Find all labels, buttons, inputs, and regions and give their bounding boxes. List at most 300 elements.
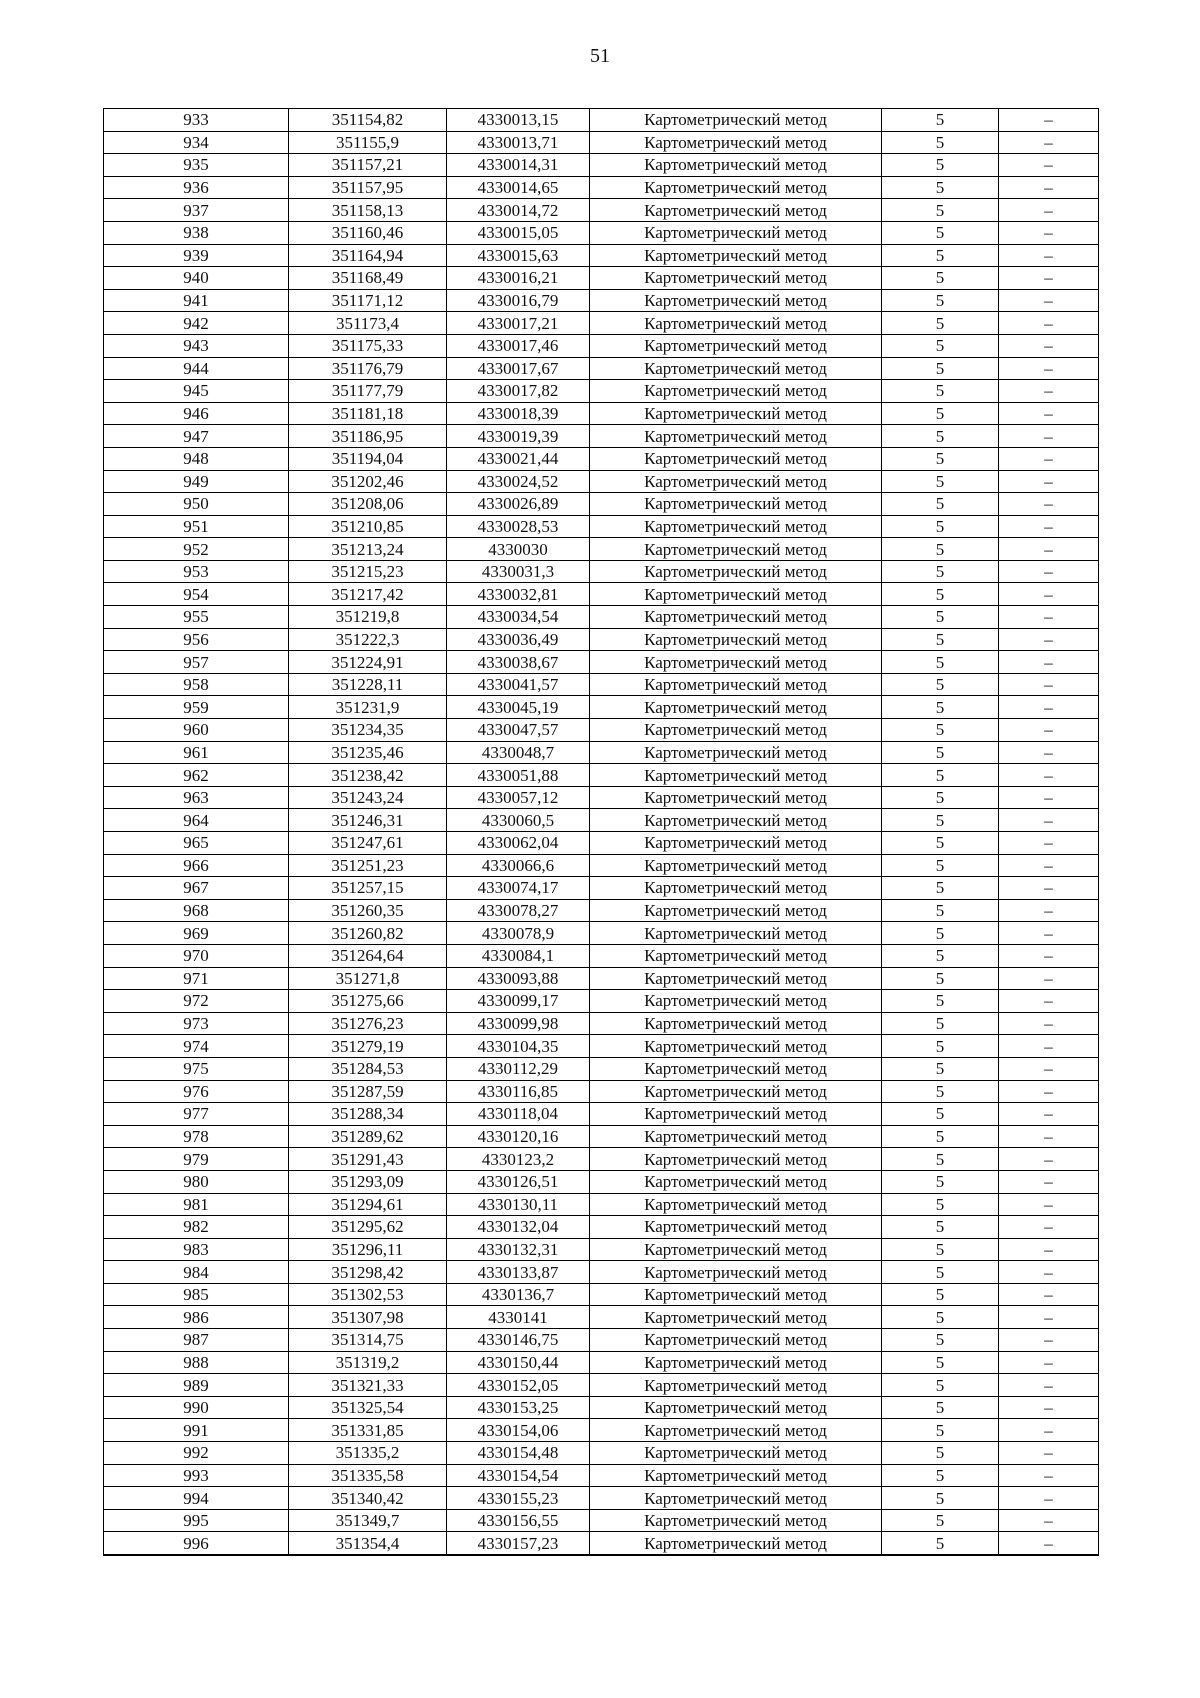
method-cell: Картометрический метод [590,493,882,516]
y-coordinate-cell: 4330123,2 [447,1148,590,1171]
method-cell: Картометрический метод [590,583,882,606]
table-row [104,1351,1099,1374]
method-cell: Картометрический метод [590,1216,882,1239]
page-number: 51 [590,45,610,67]
point-number-cell: 952 [104,538,289,561]
x-coordinate-cell: 351173,4 [289,312,447,335]
description-cell: – [999,1464,1099,1487]
table-row [104,1442,1099,1465]
method-cell: Картометрический метод [590,1351,882,1374]
x-coordinate-cell: 351228,11 [289,673,447,696]
point-number-cell: 960 [104,719,289,742]
method-cell: Картометрический метод [590,244,882,267]
point-number-cell: 974 [104,1035,289,1058]
description-cell: – [999,1193,1099,1216]
table-row [104,899,1099,922]
x-coordinate-cell: 351295,62 [289,1216,447,1239]
point-number-cell: 973 [104,1012,289,1035]
y-coordinate-cell: 4330078,9 [447,922,590,945]
description-cell: – [999,1216,1099,1239]
description-cell: – [999,357,1099,380]
point-number-cell: 963 [104,786,289,809]
description-cell: – [999,786,1099,809]
table-row [104,289,1099,312]
method-cell: Картометрический метод [590,944,882,967]
description-cell: – [999,832,1099,855]
method-cell: Картометрический метод [590,334,882,357]
method-cell: Картометрический метод [590,402,882,425]
accuracy-cell: 5 [882,131,999,154]
method-cell: Картометрический метод [590,990,882,1013]
y-coordinate-cell: 4330066,6 [447,854,590,877]
accuracy-cell: 5 [882,583,999,606]
method-cell: Картометрический метод [590,967,882,990]
method-cell: Картометрический метод [590,719,882,742]
method-cell: Картометрический метод [590,267,882,290]
description-cell: – [999,538,1099,561]
description-cell: – [999,402,1099,425]
description-cell: – [999,1329,1099,1352]
accuracy-cell: 5 [882,470,999,493]
table-row [104,312,1099,335]
point-number-cell: 946 [104,402,289,425]
point-number-cell: 935 [104,154,289,177]
table-row [104,244,1099,267]
method-cell: Картометрический метод [590,154,882,177]
description-cell: – [999,1351,1099,1374]
table-row [104,628,1099,651]
accuracy-cell: 5 [882,199,999,222]
x-coordinate-cell: 351215,23 [289,560,447,583]
y-coordinate-cell: 4330034,54 [447,606,590,629]
accuracy-cell: 5 [882,673,999,696]
accuracy-cell: 5 [882,1125,999,1148]
x-coordinate-cell: 351288,34 [289,1103,447,1126]
y-coordinate-cell: 4330014,72 [447,199,590,222]
x-coordinate-cell: 351157,21 [289,154,447,177]
accuracy-cell: 5 [882,606,999,629]
description-cell: – [999,944,1099,967]
method-cell: Картометрический метод [590,786,882,809]
x-coordinate-cell: 351222,3 [289,628,447,651]
point-number-cell: 981 [104,1193,289,1216]
accuracy-cell: 5 [882,809,999,832]
accuracy-cell: 5 [882,1396,999,1419]
y-coordinate-cell: 4330130,11 [447,1193,590,1216]
description-cell: – [999,244,1099,267]
method-cell: Картометрический метод [590,1148,882,1171]
point-number-cell: 967 [104,877,289,900]
x-coordinate-cell: 351217,42 [289,583,447,606]
table-row [104,673,1099,696]
description-cell: – [999,1057,1099,1080]
accuracy-cell: 5 [882,380,999,403]
table-row [104,606,1099,629]
method-cell: Картометрический метод [590,470,882,493]
method-cell: Картометрический метод [590,1193,882,1216]
point-number-cell: 978 [104,1125,289,1148]
accuracy-cell: 5 [882,741,999,764]
point-number-cell: 954 [104,583,289,606]
description-cell: – [999,1442,1099,1465]
method-cell: Картометрический метод [590,199,882,222]
x-coordinate-cell: 351175,33 [289,334,447,357]
point-number-cell: 936 [104,176,289,199]
y-coordinate-cell: 4330019,39 [447,425,590,448]
table-row [104,1329,1099,1352]
point-number-cell: 933 [104,109,289,132]
point-number-cell: 989 [104,1374,289,1397]
accuracy-cell: 5 [882,1216,999,1239]
description-cell: – [999,1532,1099,1555]
x-coordinate-cell: 351314,75 [289,1329,447,1352]
description-cell: – [999,1509,1099,1532]
table-row [104,696,1099,719]
accuracy-cell: 5 [882,1351,999,1374]
table-row [104,380,1099,403]
description-cell: – [999,289,1099,312]
point-number-cell: 966 [104,854,289,877]
table-row [104,447,1099,470]
x-coordinate-cell: 351325,54 [289,1396,447,1419]
x-coordinate-cell: 351186,95 [289,425,447,448]
accuracy-cell: 5 [882,357,999,380]
accuracy-cell: 5 [882,154,999,177]
x-coordinate-cell: 351238,42 [289,764,447,787]
point-number-cell: 938 [104,221,289,244]
table-row [104,515,1099,538]
y-coordinate-cell: 4330126,51 [447,1170,590,1193]
table-row [104,786,1099,809]
accuracy-cell: 5 [882,1261,999,1284]
table-row [104,1509,1099,1532]
x-coordinate-cell: 351251,23 [289,854,447,877]
method-cell: Картометрический метод [590,176,882,199]
accuracy-cell: 5 [882,1419,999,1442]
accuracy-cell: 5 [882,267,999,290]
table-row [104,560,1099,583]
point-number-cell: 961 [104,741,289,764]
y-coordinate-cell: 4330014,65 [447,176,590,199]
accuracy-cell: 5 [882,289,999,312]
y-coordinate-cell: 4330036,49 [447,628,590,651]
table-row [104,1374,1099,1397]
y-coordinate-cell: 4330031,3 [447,560,590,583]
point-number-cell: 992 [104,1442,289,1465]
description-cell: – [999,1080,1099,1103]
accuracy-cell: 5 [882,493,999,516]
x-coordinate-cell: 351171,12 [289,289,447,312]
table-row [104,967,1099,990]
table-row [104,1103,1099,1126]
accuracy-cell: 5 [882,1012,999,1035]
x-coordinate-cell: 351243,24 [289,786,447,809]
description-cell: – [999,560,1099,583]
accuracy-cell: 5 [882,1487,999,1510]
table-row [104,1125,1099,1148]
x-coordinate-cell: 351164,94 [289,244,447,267]
method-cell: Картометрический метод [590,696,882,719]
point-number-cell: 957 [104,651,289,674]
x-coordinate-cell: 351213,24 [289,538,447,561]
x-coordinate-cell: 351158,13 [289,199,447,222]
accuracy-cell: 5 [882,944,999,967]
description-cell: – [999,809,1099,832]
point-number-cell: 962 [104,764,289,787]
y-coordinate-cell: 4330150,44 [447,1351,590,1374]
description-cell: – [999,131,1099,154]
table-row [104,357,1099,380]
table-row [104,1216,1099,1239]
x-coordinate-cell: 351289,62 [289,1125,447,1148]
table-row [104,538,1099,561]
accuracy-cell: 5 [882,447,999,470]
point-number-cell: 996 [104,1532,289,1555]
description-cell: – [999,1419,1099,1442]
table-row [104,1057,1099,1080]
point-number-cell: 956 [104,628,289,651]
method-cell: Картометрический метод [590,1125,882,1148]
y-coordinate-cell: 4330146,75 [447,1329,590,1352]
x-coordinate-cell: 351331,85 [289,1419,447,1442]
x-coordinate-cell: 351157,95 [289,176,447,199]
accuracy-cell: 5 [882,538,999,561]
point-number-cell: 964 [104,809,289,832]
y-coordinate-cell: 4330032,81 [447,583,590,606]
point-number-cell: 991 [104,1419,289,1442]
method-cell: Картометрический метод [590,1057,882,1080]
accuracy-cell: 5 [882,990,999,1013]
method-cell: Картометрический метод [590,131,882,154]
method-cell: Картометрический метод [590,741,882,764]
x-coordinate-cell: 351294,61 [289,1193,447,1216]
method-cell: Картометрический метод [590,673,882,696]
description-cell: – [999,334,1099,357]
table-row [104,425,1099,448]
description-cell: – [999,628,1099,651]
accuracy-cell: 5 [882,877,999,900]
x-coordinate-cell: 351319,2 [289,1351,447,1374]
description-cell: – [999,877,1099,900]
method-cell: Картометрический метод [590,1419,882,1442]
point-number-cell: 980 [104,1170,289,1193]
table-row [104,877,1099,900]
x-coordinate-cell: 351275,66 [289,990,447,1013]
description-cell: – [999,1374,1099,1397]
point-number-cell: 986 [104,1306,289,1329]
table-row [104,651,1099,674]
table-row [104,990,1099,1013]
table-row [104,1532,1099,1555]
point-number-cell: 958 [104,673,289,696]
description-cell: – [999,154,1099,177]
x-coordinate-cell: 351302,53 [289,1283,447,1306]
description-cell: – [999,380,1099,403]
method-cell: Картометрический метод [590,1509,882,1532]
method-cell: Картометрический метод [590,651,882,674]
table-row [104,1012,1099,1035]
y-coordinate-cell: 4330041,57 [447,673,590,696]
method-cell: Картометрический метод [590,515,882,538]
y-coordinate-cell: 4330078,27 [447,899,590,922]
point-number-cell: 934 [104,131,289,154]
y-coordinate-cell: 4330028,53 [447,515,590,538]
description-cell: – [999,673,1099,696]
description-cell: – [999,312,1099,335]
point-number-cell: 953 [104,560,289,583]
method-cell: Картометрический метод [590,1442,882,1465]
x-coordinate-cell: 351264,64 [289,944,447,967]
description-cell: – [999,1396,1099,1419]
table-row [104,1238,1099,1261]
y-coordinate-cell: 4330024,52 [447,470,590,493]
y-coordinate-cell: 4330156,55 [447,1509,590,1532]
description-cell: – [999,1012,1099,1035]
y-coordinate-cell: 4330021,44 [447,447,590,470]
table-row [104,944,1099,967]
accuracy-cell: 5 [882,560,999,583]
y-coordinate-cell: 4330015,05 [447,221,590,244]
x-coordinate-cell: 351298,42 [289,1261,447,1284]
x-coordinate-cell: 351231,9 [289,696,447,719]
description-cell: – [999,267,1099,290]
table-row [104,1261,1099,1284]
table-row [104,1464,1099,1487]
point-number-cell: 968 [104,899,289,922]
table-row [104,1148,1099,1171]
table-row [104,1193,1099,1216]
y-coordinate-cell: 4330153,25 [447,1396,590,1419]
y-coordinate-cell: 4330093,88 [447,967,590,990]
description-cell: – [999,1487,1099,1510]
table-row [104,1487,1099,1510]
accuracy-cell: 5 [882,832,999,855]
method-cell: Картометрический метод [590,538,882,561]
table-row [104,1419,1099,1442]
x-coordinate-cell: 351177,79 [289,380,447,403]
accuracy-cell: 5 [882,1193,999,1216]
accuracy-cell: 5 [882,244,999,267]
method-cell: Картометрический метод [590,1464,882,1487]
accuracy-cell: 5 [882,1080,999,1103]
x-coordinate-cell: 351276,23 [289,1012,447,1035]
method-cell: Картометрический метод [590,380,882,403]
accuracy-cell: 5 [882,425,999,448]
description-cell: – [999,854,1099,877]
accuracy-cell: 5 [882,1170,999,1193]
table-row [104,334,1099,357]
table-row [104,1170,1099,1193]
point-number-cell: 945 [104,380,289,403]
y-coordinate-cell: 4330104,35 [447,1035,590,1058]
table-row [104,1306,1099,1329]
accuracy-cell: 5 [882,1148,999,1171]
description-cell: – [999,967,1099,990]
table-row [104,1396,1099,1419]
x-coordinate-cell: 351224,91 [289,651,447,674]
x-coordinate-cell: 351293,09 [289,1170,447,1193]
x-coordinate-cell: 351247,61 [289,832,447,855]
x-coordinate-cell: 351291,43 [289,1148,447,1171]
accuracy-cell: 5 [882,719,999,742]
y-coordinate-cell: 4330017,21 [447,312,590,335]
point-number-cell: 944 [104,357,289,380]
method-cell: Картометрический метод [590,560,882,583]
accuracy-cell: 5 [882,786,999,809]
accuracy-cell: 5 [882,1103,999,1126]
accuracy-cell: 5 [882,1464,999,1487]
x-coordinate-cell: 351168,49 [289,267,447,290]
x-coordinate-cell: 351235,46 [289,741,447,764]
description-cell: – [999,651,1099,674]
y-coordinate-cell: 4330118,04 [447,1103,590,1126]
y-coordinate-cell: 4330013,71 [447,131,590,154]
y-coordinate-cell: 4330157,23 [447,1532,590,1555]
description-cell: – [999,696,1099,719]
y-coordinate-cell: 4330026,89 [447,493,590,516]
accuracy-cell: 5 [882,651,999,674]
table-row [104,199,1099,222]
method-cell: Картометрический метод [590,1170,882,1193]
accuracy-cell: 5 [882,764,999,787]
method-cell: Картометрический метод [590,447,882,470]
point-number-cell: 941 [104,289,289,312]
description-cell: – [999,221,1099,244]
accuracy-cell: 5 [882,1238,999,1261]
table-row [104,583,1099,606]
point-number-cell: 979 [104,1148,289,1171]
description-cell: – [999,470,1099,493]
x-coordinate-cell: 351210,85 [289,515,447,538]
point-number-cell: 950 [104,493,289,516]
accuracy-cell: 5 [882,967,999,990]
y-coordinate-cell: 4330074,17 [447,877,590,900]
description-cell: – [999,425,1099,448]
x-coordinate-cell: 351271,8 [289,967,447,990]
y-coordinate-cell: 4330154,48 [447,1442,590,1465]
method-cell: Картометрический метод [590,1012,882,1035]
description-cell: – [999,1125,1099,1148]
table-row [104,493,1099,516]
x-coordinate-cell: 351160,46 [289,221,447,244]
accuracy-cell: 5 [882,1283,999,1306]
method-cell: Картометрический метод [590,1283,882,1306]
method-cell: Картометрический метод [590,606,882,629]
y-coordinate-cell: 4330120,16 [447,1125,590,1148]
y-coordinate-cell: 4330099,17 [447,990,590,1013]
x-coordinate-cell: 351154,82 [289,109,447,132]
method-cell: Картометрический метод [590,854,882,877]
method-cell: Картометрический метод [590,1487,882,1510]
method-cell: Картометрический метод [590,1103,882,1126]
description-cell: – [999,1306,1099,1329]
method-cell: Картометрический метод [590,877,882,900]
description-cell: – [999,741,1099,764]
point-number-cell: 965 [104,832,289,855]
description-cell: – [999,990,1099,1013]
x-coordinate-cell: 351155,9 [289,131,447,154]
y-coordinate-cell: 4330152,05 [447,1374,590,1397]
table-row [104,922,1099,945]
x-coordinate-cell: 351202,46 [289,470,447,493]
accuracy-cell: 5 [882,899,999,922]
point-number-cell: 969 [104,922,289,945]
accuracy-cell: 5 [882,1509,999,1532]
method-cell: Картометрический метод [590,1035,882,1058]
table-row [104,109,1099,132]
x-coordinate-cell: 351349,7 [289,1509,447,1532]
table-row [104,741,1099,764]
